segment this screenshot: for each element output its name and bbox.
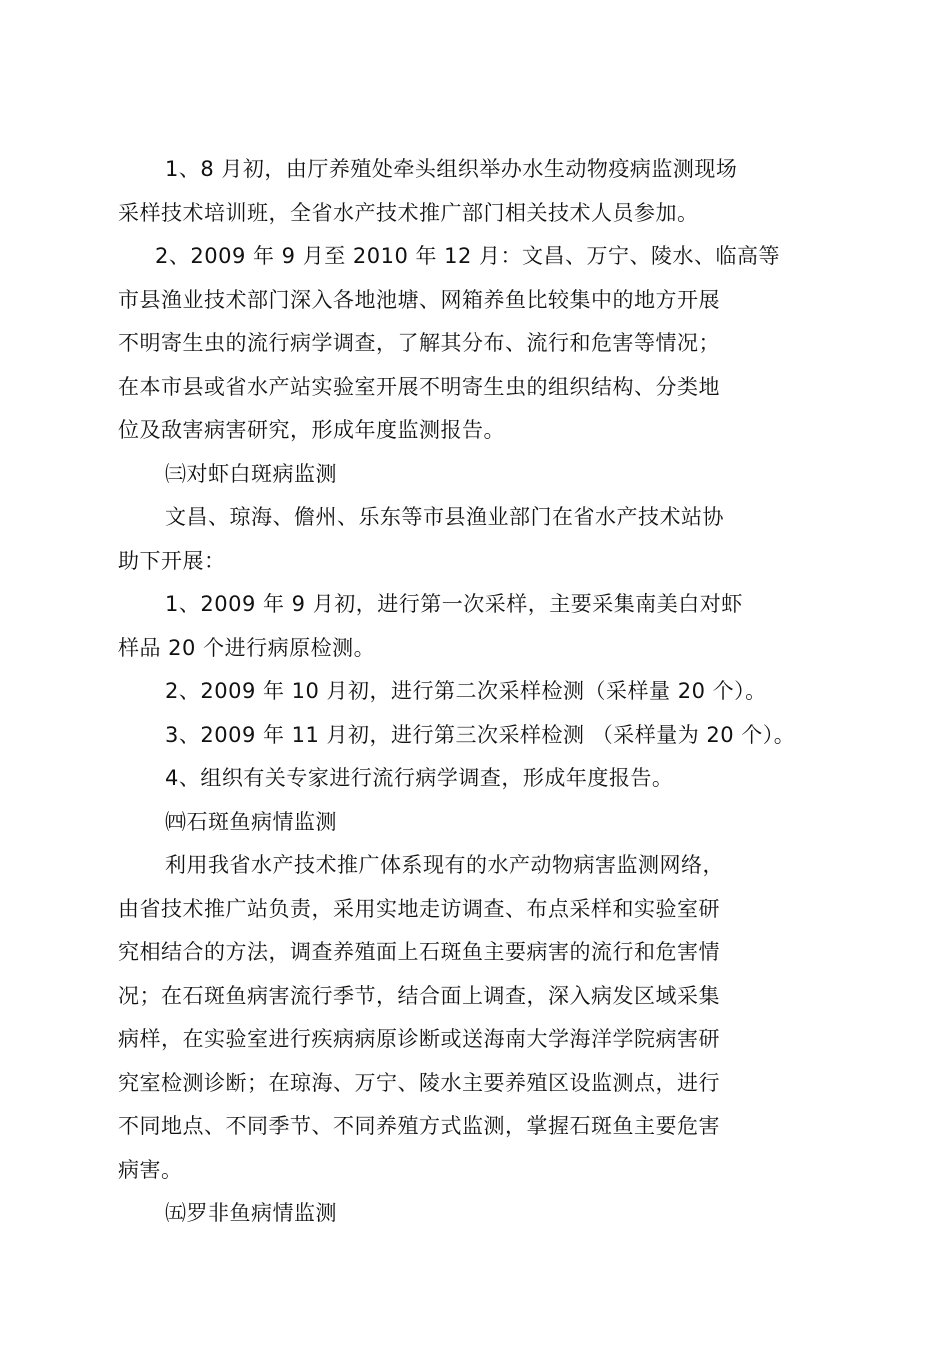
paragraph-line: 市县渔业技术部门深入各地池塘、网箱养鱼比较集中的地方开展: [118, 288, 720, 312]
paragraph-line: 不同地点、不同季节、不同养殖方式监测，掌握石斑鱼主要危害: [118, 1114, 720, 1138]
paragraph-line: 不明寄生虫的流行病学调查，了解其分布、流行和危害等情况；: [118, 331, 720, 355]
paragraph-line: 究相结合的方法，调查养殖面上石斑鱼主要病害的流行和危害情: [118, 940, 720, 964]
paragraph-line: 利用我省水产技术推广体系现有的水产动物病害监测网络，: [165, 853, 724, 877]
section-heading: ㈢对虾白斑病监测: [165, 462, 337, 486]
paragraph-line: 在本市县或省水产站实验室开展不明寄生虫的组织结构、分类地: [118, 375, 720, 399]
paragraph-line: 病害。: [118, 1158, 183, 1182]
paragraph-line: 究室检测诊断；在琼海、万宁、陵水主要养殖区设监测点，进行: [118, 1071, 720, 1095]
paragraph-line: 2、2009 年 9 月至 2010 年 12 月：文昌、万宁、陵水、临高等: [155, 244, 781, 268]
paragraph-line: 病样，在实验室进行疾病病原诊断或送海南大学海洋学院病害研: [118, 1027, 720, 1051]
paragraph-line: 1、8 月初，由厅养殖处牵头组织举办水生动物疫病监测现场: [165, 157, 738, 181]
paragraph-line: 2、2009 年 10 月初，进行第二次采样检测（采样量 20 个）。: [165, 679, 767, 703]
paragraph-line: 况；在石斑鱼病害流行季节，结合面上调查，深入病发区域采集: [118, 984, 720, 1008]
paragraph-line: 1、2009 年 9 月初，进行第一次采样，主要采集南美白对虾: [165, 592, 743, 616]
section-heading: ㈤罗非鱼病情监测: [165, 1201, 337, 1225]
paragraph-line: 文昌、琼海、儋州、乐东等市县渔业部门在省水产技术站协: [165, 505, 724, 529]
section-heading: ㈣石斑鱼病情监测: [165, 810, 337, 834]
paragraph-line: 由省技术推广站负责，采用实地走访调查、布点采样和实验室研: [118, 897, 720, 921]
paragraph-line: 位及敌害病害研究，形成年度监测报告。: [118, 418, 505, 442]
paragraph-line: 3、2009 年 11 月初，进行第三次采样检测 （采样量为 20 个）。: [165, 723, 796, 747]
paragraph-line: 4、组织有关专家进行流行病学调查，形成年度报告。: [165, 766, 674, 790]
paragraph-line: 采样技术培训班，全省水产技术推广部门相关技术人员参加。: [118, 201, 699, 225]
paragraph-line: 样品 20 个进行病原检测。: [118, 636, 376, 660]
paragraph-line: 助下开展：: [118, 549, 226, 573]
